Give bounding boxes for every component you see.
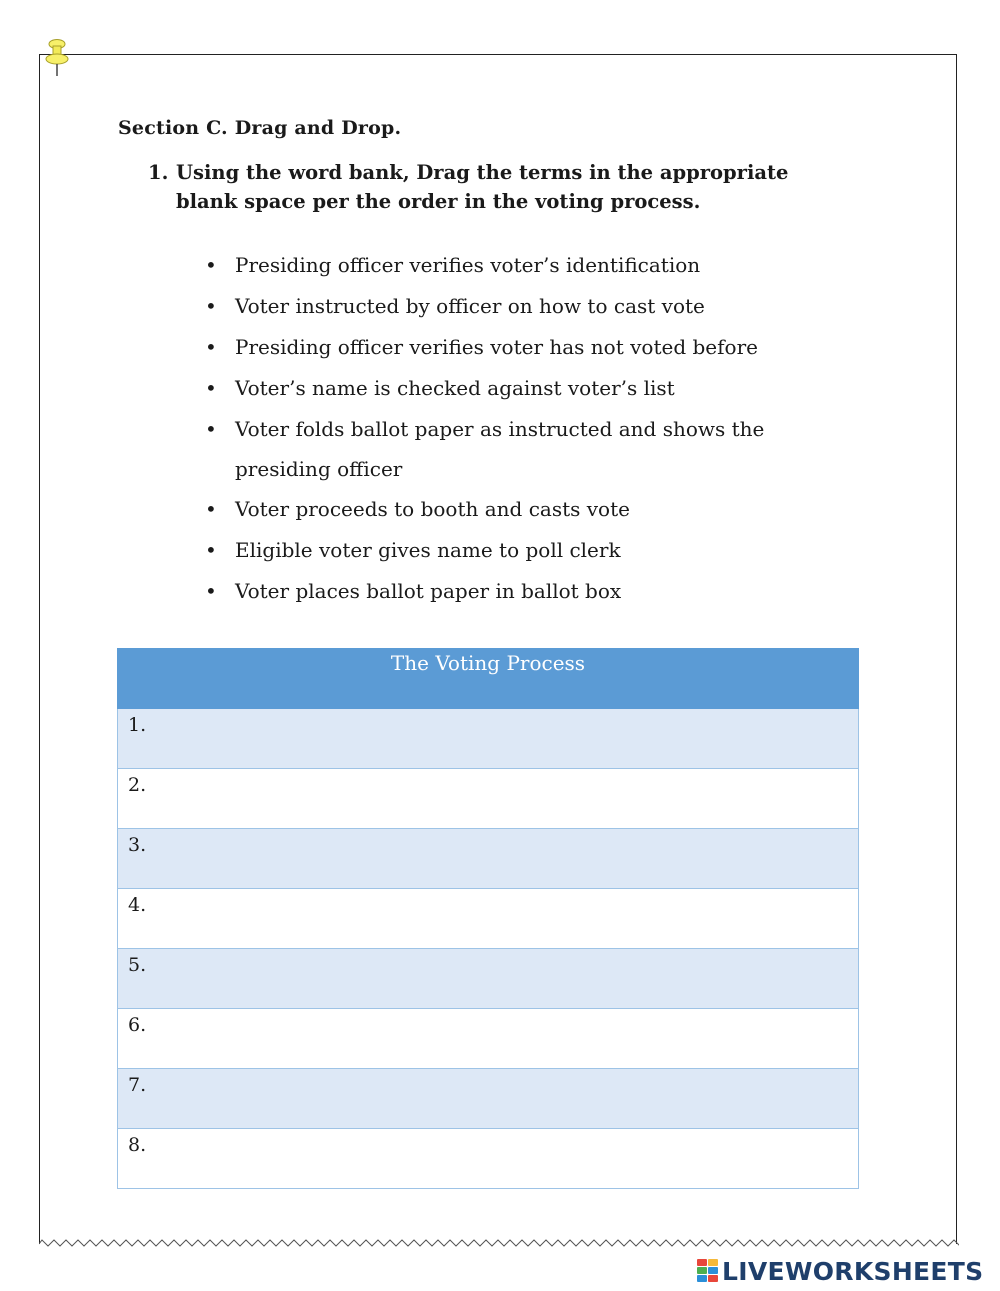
drop-slot[interactable]: 4. [118,889,859,949]
drop-slot[interactable]: 7. [118,1069,859,1129]
bullet-icon: • [205,376,217,400]
instruction [148,158,868,216]
drop-slot[interactable]: 8. [118,1129,859,1189]
bullet-icon: • [205,538,217,562]
bullet-icon: • [205,294,217,318]
word-bank-item[interactable]: • Voter places ballot paper in ballot box [205,571,865,612]
word-bank-item[interactable]: • Voter proceeds to booth and casts vote [205,489,865,530]
word-bank-item[interactable]: • Voter folds ballot paper as instructed and shows the presiding officer [205,409,865,489]
table-header: The Voting Process [118,649,859,709]
word-bank-item[interactable]: • Presiding officer verifies voter’s identification [205,245,865,286]
instruction-number: 1. [148,161,169,184]
instruction-line-2: blank space per the order in the voting process. [176,190,701,213]
brand-name: LIVEWORKSHEETS [722,1256,984,1286]
liveworksheets-logo-icon [697,1259,719,1283]
word-bank [205,245,865,612]
brand[interactable] [697,1257,983,1285]
word-bank-item[interactable]: • Eligible voter gives name to poll clerk [205,530,865,571]
drop-slot[interactable]: 5. [118,949,859,1009]
section-title: Section C. Drag and Drop. [118,117,402,139]
torn-edge [39,1236,959,1252]
drop-slot[interactable]: 3. [118,829,859,889]
drop-slot[interactable]: 1. [118,709,859,769]
word-bank-item[interactable]: • Voter’s name is checked against voter’s list [205,368,865,409]
bullet-icon: • [205,253,217,277]
drop-slot[interactable]: 2. [118,769,859,829]
bullet-icon: • [205,497,217,521]
bullet-icon: • [205,579,217,603]
instruction-line-1: Using the word bank, Drag the terms in the appropriate [176,161,789,184]
word-bank-item[interactable]: • Presiding officer verifies voter has not voted before [205,327,865,368]
bullet-icon: • [205,417,217,441]
drop-slot[interactable]: 6. [118,1009,859,1069]
pushpin-icon [44,38,70,78]
bullet-icon: • [205,335,217,359]
word-bank-item[interactable]: • Voter instructed by officer on how to cast vote [205,286,865,327]
voting-process-table [117,648,859,1189]
